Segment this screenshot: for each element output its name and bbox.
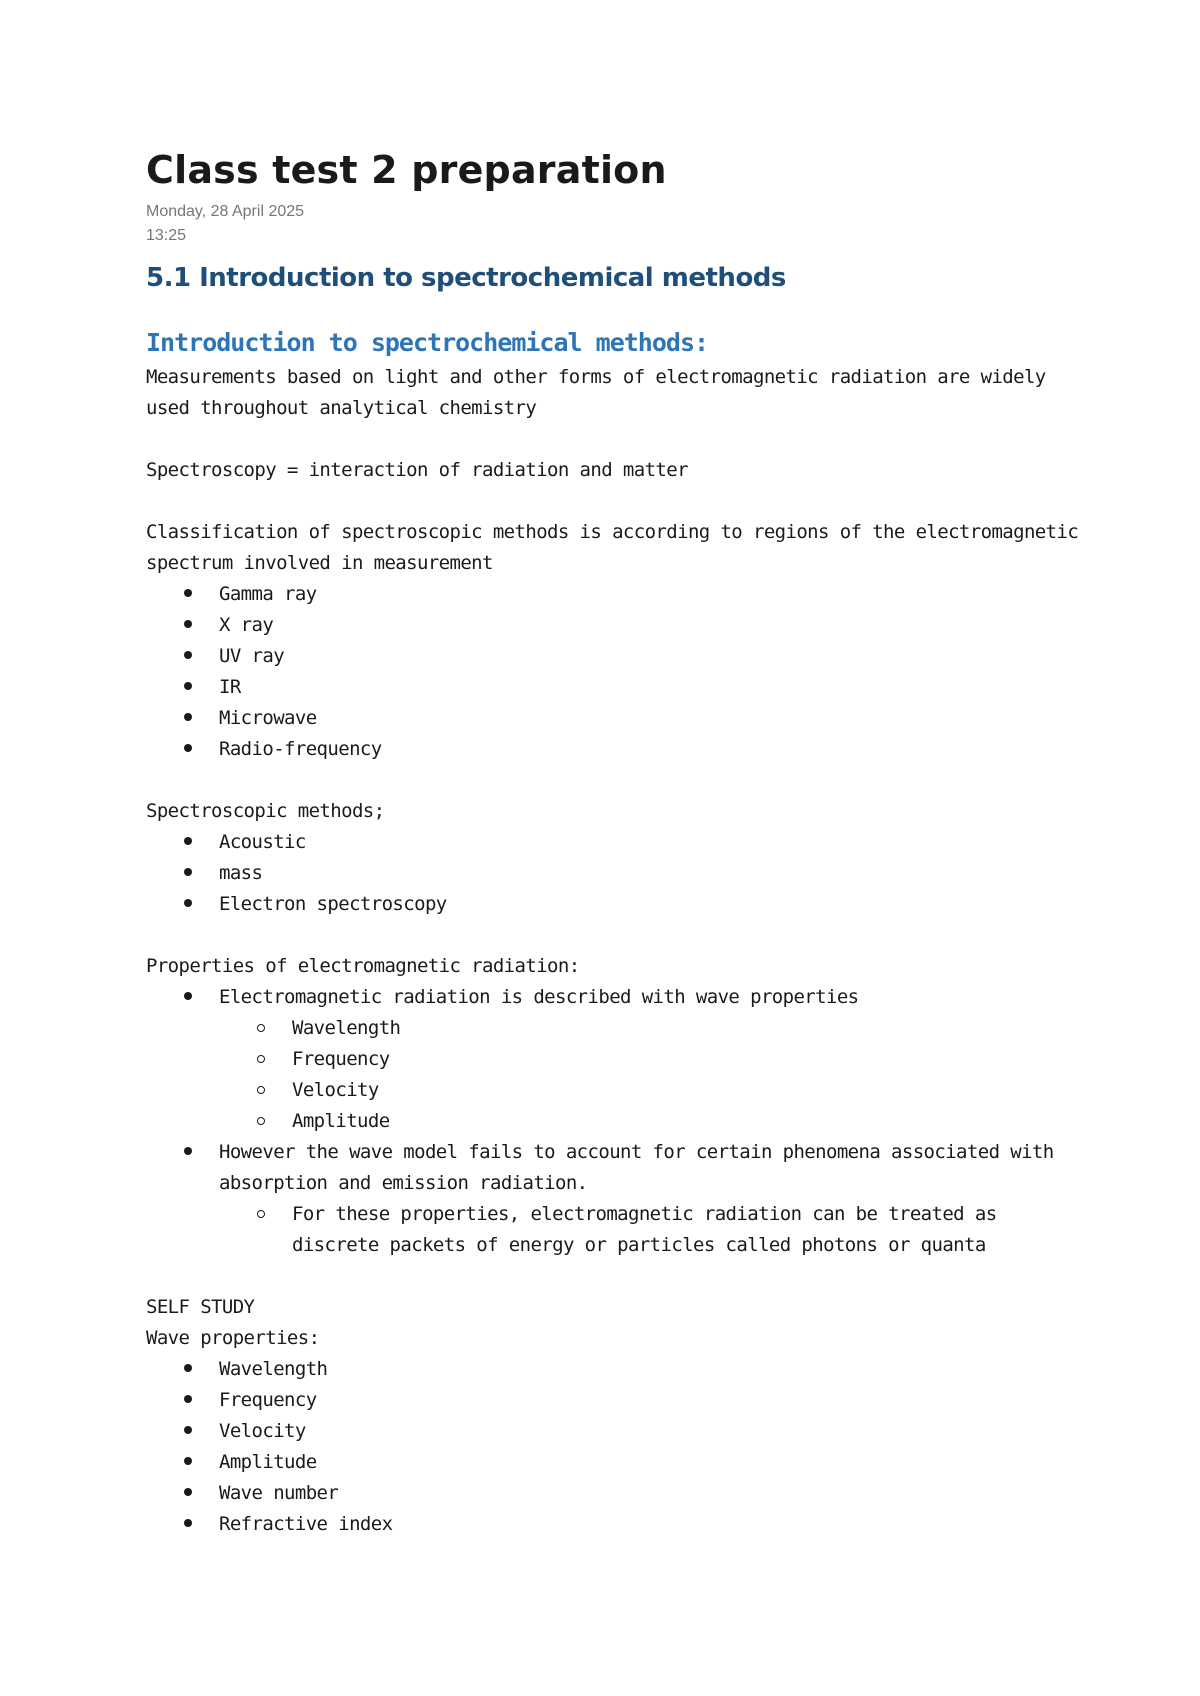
list-item: Radio-frequency: [219, 734, 1086, 765]
self-study-label: SELF STUDY: [146, 1296, 255, 1318]
intro-line: Measurements based on light and other forms of electromagnetic radiation are widely: [146, 366, 1046, 388]
properties-list: [146, 982, 1086, 1261]
sublist-item: [292, 1199, 1086, 1261]
list-item: Wave number: [219, 1478, 1086, 1509]
list-item: Amplitude: [219, 1447, 1086, 1478]
classification-paragraph: [146, 517, 1086, 579]
spectroscopy-definition: Spectroscopy = interaction of radiation and matter: [146, 459, 688, 481]
list-item: X ray: [219, 610, 1086, 641]
sublist-item: Amplitude: [292, 1106, 1086, 1137]
list-item: Velocity: [219, 1416, 1086, 1447]
list-item: Wavelength: [219, 1354, 1086, 1385]
classification-line: Classification of spectroscopic methods is according to regions of the electromagnetic: [146, 521, 1079, 543]
properties-label: Properties of electromagnetic radiation:: [146, 955, 580, 977]
note-time: 13:25: [146, 227, 187, 244]
list-item: UV ray: [219, 641, 1086, 672]
list-item: mass: [219, 858, 1086, 889]
wave-properties-sublist: [219, 1013, 1086, 1137]
note-page: [146, 140, 1086, 1540]
list-item: Refractive index: [219, 1509, 1086, 1540]
photon-sublist: [219, 1199, 1086, 1261]
list-item: Gamma ray: [219, 579, 1086, 610]
intro-paragraph: [146, 362, 1086, 424]
methods-list: [146, 827, 1086, 920]
list-item: Frequency: [219, 1385, 1086, 1416]
methods-label: Spectroscopic methods;: [146, 800, 385, 822]
sublist-item: Velocity: [292, 1075, 1086, 1106]
sublist-line: For these properties, electromagnetic radiation can be treated as: [292, 1203, 997, 1225]
wave-properties-list: [146, 1354, 1086, 1540]
list-item-text: Electromagnetic radiation is described with wave properties: [219, 986, 859, 1008]
sublist-line: discrete packets of energy or particles called photons or quanta: [292, 1234, 986, 1256]
list-item: Electron spectroscopy: [219, 889, 1086, 920]
intro-line: used throughout analytical chemistry: [146, 397, 537, 419]
list-item: Acoustic: [219, 827, 1086, 858]
list-item: IR: [219, 672, 1086, 703]
list-item-line: However the wave model fails to account for certain phenomena associated with: [219, 1141, 1054, 1163]
note-date: Monday, 28 April 2025: [146, 203, 305, 220]
classification-line: spectrum involved in measurement: [146, 552, 493, 574]
sublist-item: Frequency: [292, 1044, 1086, 1075]
list-item: [219, 982, 1086, 1137]
regions-list: [146, 579, 1086, 765]
page-title: Class test 2 preparation: [146, 148, 667, 192]
list-item: Microwave: [219, 703, 1086, 734]
section-heading: 5.1 Introduction to spectrochemical methods: [146, 263, 786, 293]
sublist-item: Wavelength: [292, 1013, 1086, 1044]
list-item-line: absorption and emission radiation.: [219, 1172, 588, 1194]
wave-properties-label: Wave properties:: [146, 1327, 320, 1349]
list-item: [219, 1137, 1086, 1261]
subsection-heading: Introduction to spectrochemical methods:: [146, 328, 709, 357]
